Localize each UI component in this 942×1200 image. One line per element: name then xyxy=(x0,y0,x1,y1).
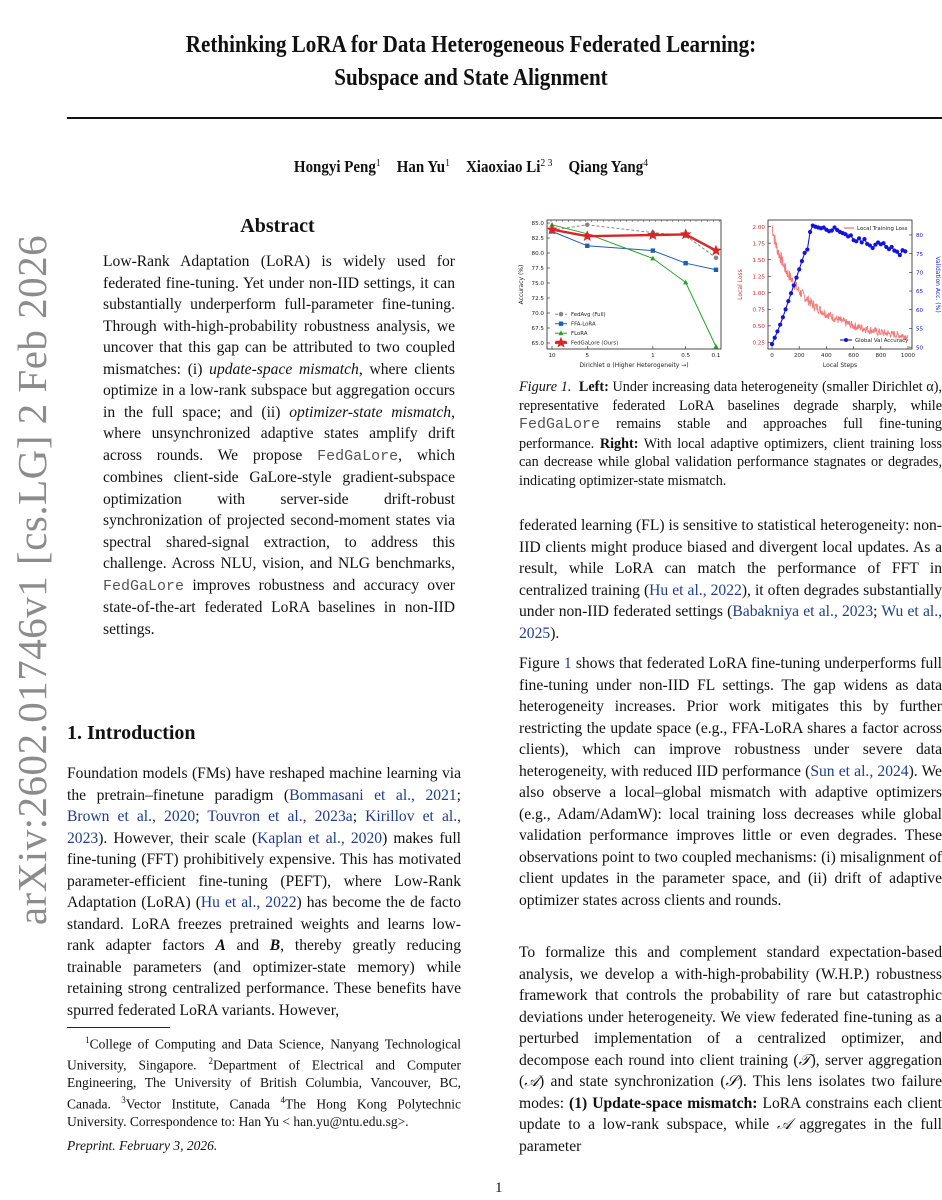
citation-link[interactable]: Wu et al., 2025 xyxy=(519,603,942,642)
abstract-heading: Abstract xyxy=(240,215,315,237)
svg-text:77.5: 77.5 xyxy=(531,266,544,273)
figure-1 xyxy=(505,212,942,377)
svg-text:0.5: 0.5 xyxy=(681,353,691,359)
loss-vs-accuracy-chart xyxy=(730,212,942,377)
citation-link[interactable]: Hu et al., 2022 xyxy=(649,581,742,599)
svg-text:72.5: 72.5 xyxy=(531,296,544,303)
author: Han Yu$^1$ xyxy=(396,157,450,176)
svg-text:5: 5 xyxy=(585,353,590,359)
svg-text:1: 1 xyxy=(651,353,655,359)
section-heading-introduction: 1. Introduction xyxy=(67,722,196,744)
svg-text:1.25: 1.25 xyxy=(752,274,765,281)
citation-link[interactable]: Kaplan et al., 2020 xyxy=(257,829,383,847)
citation-link[interactable]: Babakniya et al., 2023 xyxy=(732,603,874,620)
svg-text:75.0: 75.0 xyxy=(531,281,544,288)
intro-paragraph-3: To formalize this and complement standard expectation-based analysis, we develop a with-high-probability (W.H.P.) robustness framework that controls the probability of rare but catastrophic deviations under heterogeneity. We view federated fine-tuning as a perturbed implementation of a centralized optimizer, and decompose each round into client training (𝒯), server aggregation (𝒜) and state synchronization (𝒮). This lens isolates two failure modes: (1) Update-space mismatch: LoRA constrains each client update to a low-rank subspace, while 𝒜 aggregates in the full parameter xyxy=(519,944,942,1155)
svg-text:1000: 1000 xyxy=(900,353,916,359)
abstract-body: Low-Rank Adaptation (LoRA) is widely used for federated fine-tuning. Yet under non-IID settings, it can substantially underperform full-parameter fine-tuning. Through with-high-probability robustness analysis, we uncover that this gap can be attributed to two coupled mismatches: (i) update-space mismatch, where clients optimize in a low-rank subspace but aggregation occurs in the full space; and (ii) optimizer-state mismatch, where unsynchronized adaptive states amplify drift across rounds. We propose FedGaLore, which combines client-side GaLore-style gradient-subspace optimization with server-side drift-robust synchronization of projected second-moment states via spectral shared-signal extraction, to address this challenge. Across NLU, vision, and NLG benchmarks, FedGaLore improves robustness and accuracy over state-of-the-art federated LoRA baselines in non-IID settings. xyxy=(103,253,455,638)
svg-text:FedGaLore (Ours): FedGaLore (Ours) xyxy=(571,340,619,347)
svg-text:80: 80 xyxy=(916,233,924,240)
svg-text:65: 65 xyxy=(916,289,924,296)
author: Qiang Yang$^4$ xyxy=(568,157,649,176)
method-name: FedGaLore xyxy=(519,416,601,433)
svg-text:85.0: 85.0 xyxy=(531,221,544,228)
svg-text:55: 55 xyxy=(916,326,924,333)
svg-text:FedAvg (Full): FedAvg (Full) xyxy=(571,312,606,319)
svg-text:0.50: 0.50 xyxy=(752,324,765,331)
svg-text:Validation Acc. (%): Validation Acc. (%) xyxy=(934,256,941,313)
svg-text:0.1: 0.1 xyxy=(711,353,721,359)
figure-reference-link[interactable]: 1 xyxy=(563,655,572,672)
intro-paragraph-1: Foundation models (FMs) have reshaped machine learning via the pretrain–finetune paradigm (Bommasani et al., 2021; Brown et al., 2020; Touvron et al., 2023a; Kirillov et al., 2023). However, their scale (Kaplan et al., 2020) makes full fine-tuning (FFT) prohibitively expensive. This has motivated parameter-efficient fine-tuning (PEFT), where Low-Rank Adaptation (LoRA) (Hu et al., 2022) has become the de facto standard. LoRA freezes pretrained weights and learns low-rank adapter factors A and B, thereby greatly reducing trainable parameters (and optimizer-state memory) while retaining strong centralized performance. These benefits have spurred federated LoRA variants. However, xyxy=(67,765,462,1019)
svg-text:70: 70 xyxy=(916,270,924,277)
svg-text:82.5: 82.5 xyxy=(531,236,544,243)
svg-text:400: 400 xyxy=(821,353,832,359)
method-name: FedGaLore xyxy=(103,577,185,595)
author: Hongyi Peng$^1$ xyxy=(293,157,381,176)
preprint-date: Preprint. February 3, 2026. xyxy=(67,1138,218,1153)
svg-text:Dirichlet α (Higher Heterogene: Dirichlet α (Higher Heterogeneity →) xyxy=(579,362,689,369)
svg-text:1.50: 1.50 xyxy=(752,257,765,264)
svg-text:1.00: 1.00 xyxy=(752,290,765,297)
svg-text:70.0: 70.0 xyxy=(531,311,544,318)
svg-text:0: 0 xyxy=(770,353,774,359)
svg-text:600: 600 xyxy=(848,353,859,359)
svg-text:Local Steps: Local Steps xyxy=(822,362,858,369)
svg-text:0.75: 0.75 xyxy=(752,307,765,314)
citation-link[interactable]: Touvron et al., 2023a xyxy=(207,808,353,825)
title-rule xyxy=(67,117,942,119)
citation-link[interactable]: Hu et al., 2022 xyxy=(200,894,297,911)
arxiv-stamp xyxy=(2,234,62,926)
svg-text:67.5: 67.5 xyxy=(531,326,544,333)
citation-link[interactable]: Sun et al., 2024 xyxy=(810,762,909,780)
citation-link[interactable]: Bommasani et al., 2021 xyxy=(289,786,457,804)
svg-text:800: 800 xyxy=(875,353,887,359)
svg-text:Global Val Accuracy: Global Val Accuracy xyxy=(855,338,909,344)
svg-text:2.00: 2.00 xyxy=(752,224,765,231)
arxiv-stamp-text: arXiv:2602.01746v1 [cs.LG] 2 Feb 2026 xyxy=(9,234,55,926)
svg-text:80.0: 80.0 xyxy=(531,251,544,258)
method-name: FedGaLore xyxy=(317,447,399,465)
figure-caption: Figure 1. Left: Under increasing data heterogeneity (smaller Dirichlet α), representative federated LoRA baselines degrade sharply, while FedGaLore remains stable and approaches full fine-tuning performance. Right: With local adaptive optimizers, client training loss can decrease while global validation performance stagnates or degrades, indicating optimizer-state mismatch. xyxy=(519,379,942,489)
affiliations-footnote: $^1$College of Computing and Data Science, Nanyang Technological University, Singapore. $^2$Department of Electrical and Computer Engineering, The University of British Columbia, Vancouver, BC, Canada. $^3$Vector Institute, Canada $^4$The Hong Kong Polytechnic University. Correspondence to: Han Yu < han.yu@ntu.edu.sg>. xyxy=(67,1035,461,1129)
author: Xiaoxiao $Li^{2 3}$ xyxy=(465,157,553,176)
svg-text:1.75: 1.75 xyxy=(752,241,765,248)
svg-text:60: 60 xyxy=(916,307,924,314)
svg-text:50: 50 xyxy=(916,345,924,352)
paper-title xyxy=(152,28,790,94)
svg-text:FFA-LoRA: FFA-LoRA xyxy=(571,321,596,328)
svg-text:0.25: 0.25 xyxy=(752,340,765,347)
svg-text:Accuracy (%): Accuracy (%) xyxy=(518,264,525,305)
svg-text:FLoRA: FLoRA xyxy=(571,331,588,338)
author-list xyxy=(145,157,798,177)
svg-text:200: 200 xyxy=(793,353,805,359)
citation-link[interactable]: Brown et al., 2020 xyxy=(67,808,196,825)
accuracy-vs-heterogeneity-chart xyxy=(505,212,730,377)
title-line-2: Subspace and State Alignment xyxy=(334,64,608,91)
svg-text:10: 10 xyxy=(548,353,556,359)
svg-text:Local Training Loss: Local Training Loss xyxy=(857,226,908,232)
svg-text:65.0: 65.0 xyxy=(531,341,544,348)
svg-text:75: 75 xyxy=(916,251,924,258)
svg-text:Local Loss: Local Loss xyxy=(737,269,744,300)
intro-paragraph-1-continued: federated learning (FL) is sensitive to statistical heterogeneity: non-IID clients might produce biased and divergent local updates. As a result, while LoRA can match the performance of FFT in centralized training (Hu et al., 2022), it often degrades substantially under non-IID federated settings (Babakniya et al., 2023; Wu et al., 2025). xyxy=(519,517,942,642)
intro-paragraph-2: Figure 1 shows that federated LoRA fine-tuning underperforms full fine-tuning under non-IID FL settings. The gap widens as data heterogeneity increases. Prior work mitigates this by further restricting the update space (e.g., FFA-LoRA shares a factor across clients), which can improve robustness under severe data heterogeneity, with reduced IID performance (Sun et al., 2024). We also observe a local–global mismatch with adaptive optimizers (e.g., Adam/AdamW): local training loss decreases while global validation performance improves little or even degrades. These observations point to two coupled mechanisms: (i) misalignment of client updates in the parameter space, and (ii) drift of adaptive optimizer states across clients and rounds. xyxy=(519,655,942,909)
citation-link[interactable]: Kirillov et al., 2023 xyxy=(67,808,462,847)
footnote-rule xyxy=(67,1027,170,1028)
title-line-1: Rethinking LoRA for Data Heterogeneous Federated Learning: xyxy=(185,31,757,58)
page-number: 1 xyxy=(495,1180,503,1196)
